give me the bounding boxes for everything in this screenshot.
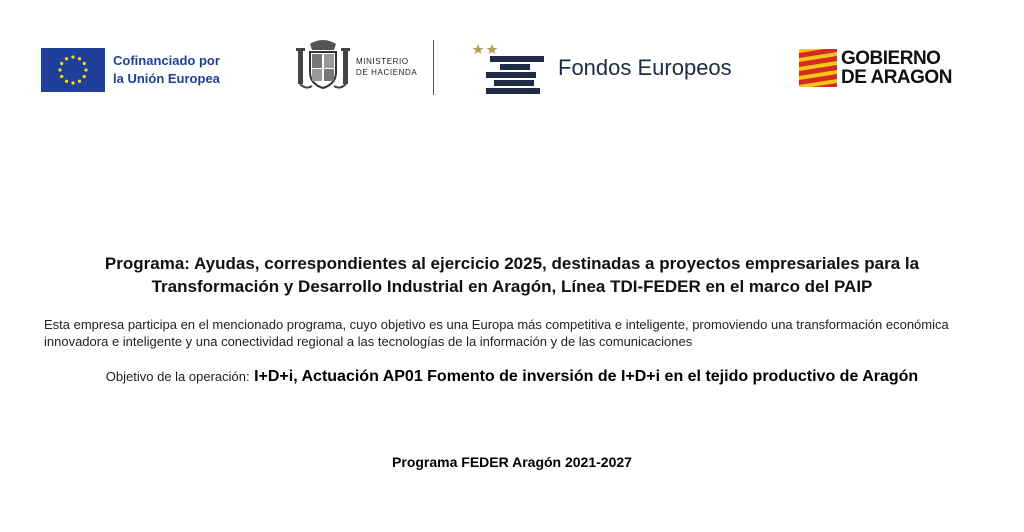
aragon-flag-icon — [799, 49, 837, 87]
program-title-line2: Transformación y Desarrollo Industrial en Aragón, Línea TDI-FEDER en el marco del PAIP — [151, 277, 873, 296]
fondos-europeos-label: Fondos Europeos — [558, 55, 732, 80]
ministerio-divider — [433, 40, 434, 95]
ministerio-logo — [296, 38, 434, 96]
eu-star — [60, 75, 63, 78]
gobierno-aragon-logo — [799, 49, 952, 87]
aragon-caption-line1: GOBIERNO — [841, 48, 941, 69]
program-footer: Programa FEDER Aragón 2021-2027 — [392, 454, 632, 470]
eu-flag-icon — [41, 48, 105, 92]
program-title-line1: Programa: Ayudas, correspondientes al ejercicio 2025, destinadas a proyectos empresariales para la — [104, 254, 920, 273]
eu-caption-line1: Cofinanciado por — [113, 53, 220, 68]
program-title — [40, 252, 984, 298]
fondos-europeos-icon — [472, 42, 544, 94]
ministerio-caption — [356, 56, 417, 78]
eu-star — [78, 57, 81, 60]
objective-value: I+D+i, Actuación AP01 Fomento de inversión de I+D+i en el tejido productivo de Aragón — [254, 368, 919, 385]
eu-star — [58, 68, 61, 71]
eu-star — [71, 81, 74, 84]
eu-star — [84, 68, 87, 71]
eu-caption — [113, 52, 220, 88]
ministerio-caption-line1: MINISTERIO — [356, 57, 409, 66]
program-description: Esta empresa participa en el mencionado programa, cuyo objetivo es una Europa más competitiva e inteligente, promoviendo una transformación económica innovadora e inteligente y una conectividad regional a las tecnologías de la información y de las comunicaciones — [44, 317, 949, 349]
eu-caption-line2: la Unión Europea — [113, 71, 220, 86]
fondos-europeos-logo — [472, 42, 732, 94]
gobierno-aragon-caption — [841, 49, 952, 87]
eu-star — [60, 62, 63, 65]
objective-label: Objetivo de la operación: — [105, 369, 250, 384]
eu-star — [71, 55, 74, 58]
eu-star — [83, 75, 86, 78]
eu-logo — [41, 48, 220, 92]
eu-star — [65, 80, 68, 83]
operation-objective — [0, 368, 1024, 386]
ministerio-caption-line2: DE HACIENDA — [356, 68, 418, 77]
eu-star — [65, 57, 68, 60]
aragon-caption-line2: DE ARAGON — [841, 67, 952, 88]
eu-star — [83, 62, 86, 65]
spain-coat-of-arms-icon — [296, 38, 350, 96]
eu-star — [78, 80, 81, 83]
logo-bar — [0, 0, 1024, 110]
